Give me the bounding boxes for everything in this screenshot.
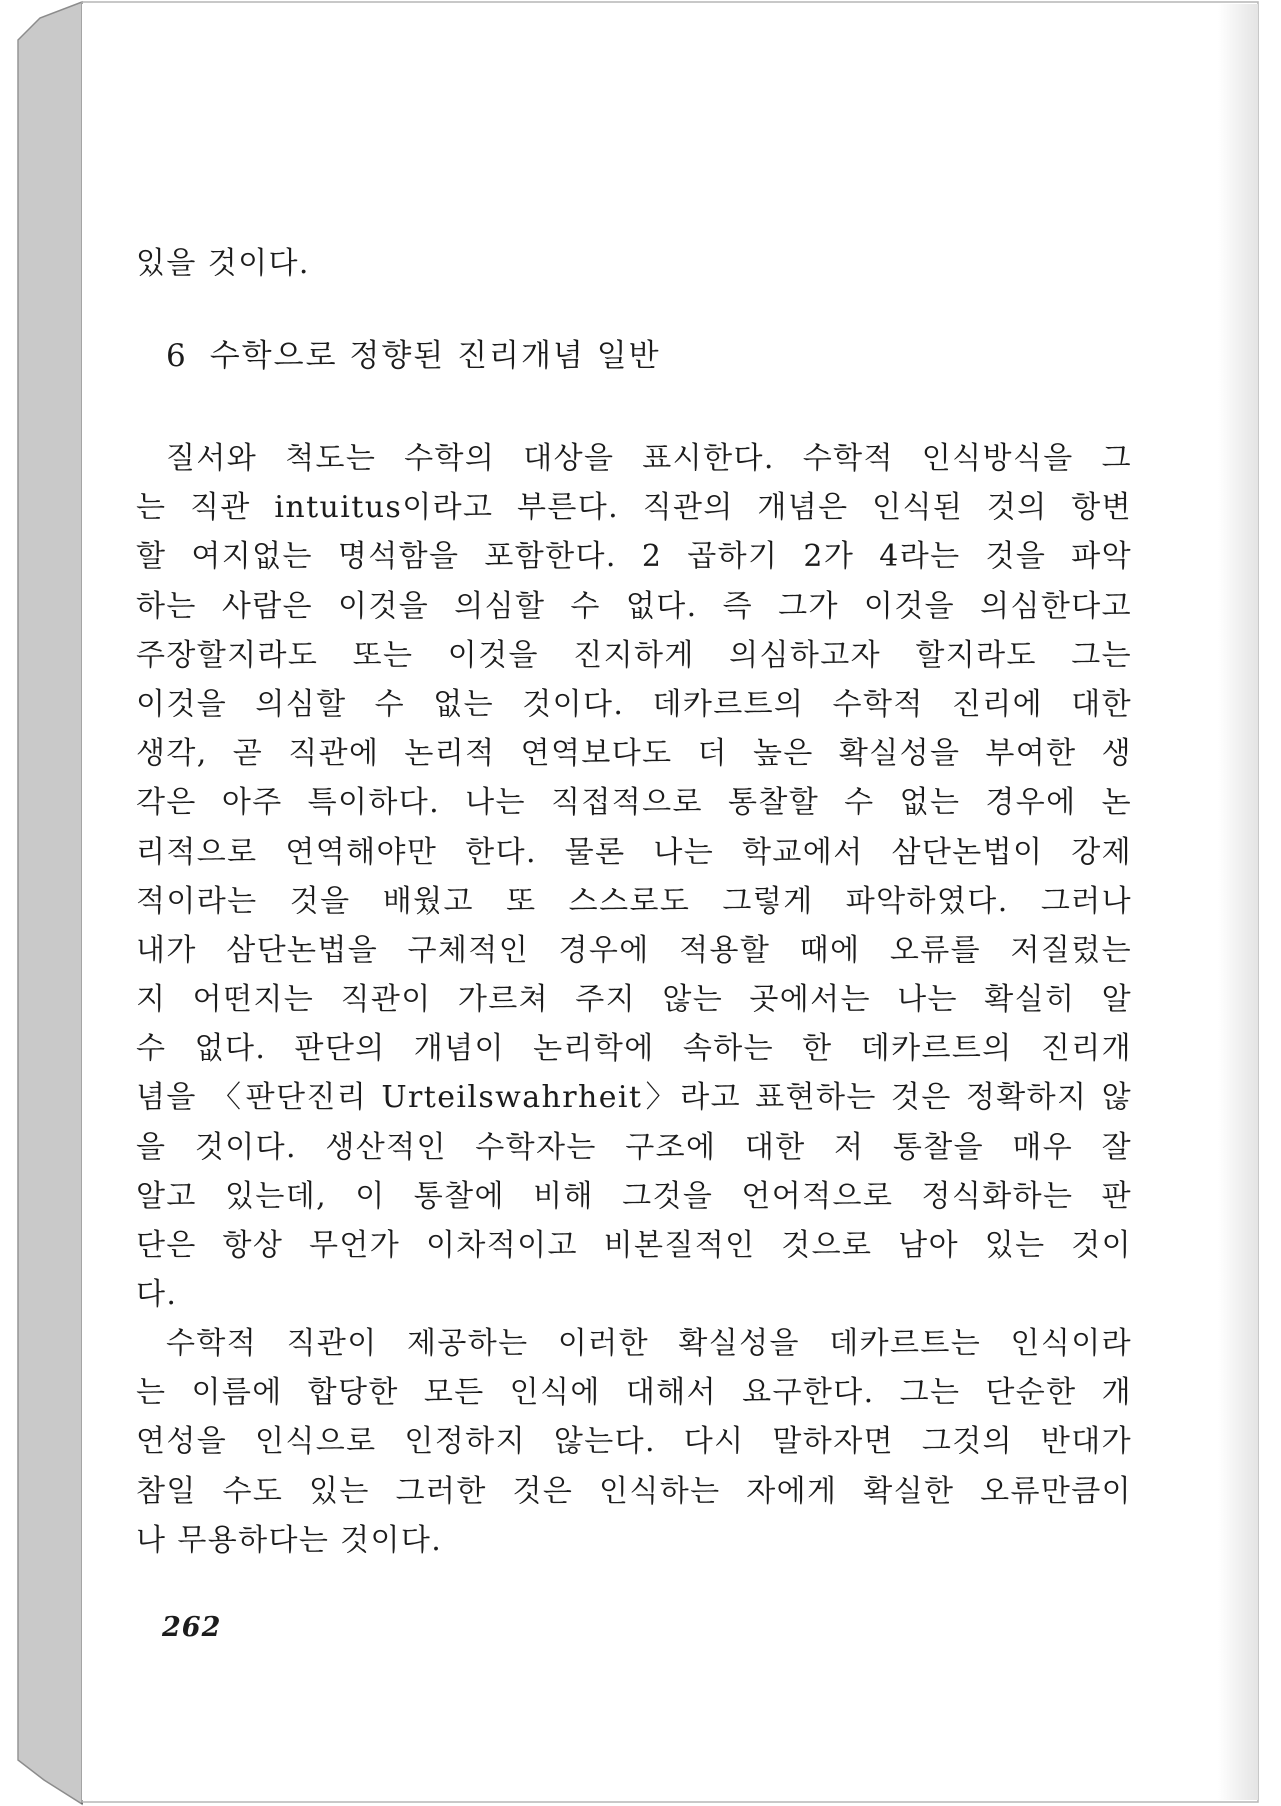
page-number: 262 — [162, 1612, 222, 1643]
text-line: 참일 수도 있는 그러한 것은 인식하는 자에게 확실한 오류만큼이 — [136, 1473, 1132, 1509]
opening-text — [136, 236, 1132, 292]
text-line: 는 직관 intuitus이라고 부른다. 직관의 개념은 인식된 것의 항변 — [136, 490, 1132, 526]
text-line: 주장할지라도 또는 이것을 진지하게 의심하고자 할지라도 그는 — [136, 637, 1132, 673]
text-line: 생각, 곧 직관에 논리적 연역보다도 더 높은 확실성을 부여한 생 — [136, 736, 1132, 772]
opening-line: 있을 것이다. — [136, 246, 310, 281]
text-line: 할 여지없는 명석함을 포함한다. 2 곱하기 2가 4라는 것을 파악 — [136, 539, 1132, 575]
text-line: 나 무용하다는 것이다. — [136, 1522, 443, 1558]
text-line: 알고 있는데, 이 통찰에 비해 그것을 언어적으로 정식화하는 판 — [136, 1178, 1132, 1214]
text-line: 다. — [136, 1277, 178, 1313]
text-line: 연성을 인식으로 인정하지 않는다. 다시 말하자면 그것의 반대가 — [136, 1424, 1132, 1460]
text-line: 지 어떤지는 직관이 가르쳐 주지 않는 곳에서는 나는 확실히 알 — [136, 982, 1132, 1018]
text-line: 수 없다. 판단의 개념이 논리학에 속하는 한 데카르트의 진리개 — [136, 1031, 1132, 1067]
text-line: 하는 사람은 이것을 의심할 수 없다. 즉 그가 이것을 의심한다고 — [136, 588, 1132, 624]
text-line: 단은 항상 무언가 이차적이고 비본질적인 것으로 남아 있는 것이 — [136, 1228, 1132, 1263]
text-line: 는 이름에 합당한 모든 인식에 대해서 요구한다. 그는 단순한 개 — [136, 1375, 1132, 1411]
paragraph-2 — [136, 1319, 1132, 1565]
section-number: 6 — [166, 338, 188, 374]
text-line: 념을 〈판단진리 Urteilswahrheit〉라고 표현하는 것은 정확하지 않 — [136, 1080, 1132, 1116]
text-line: 수학적 직관이 제공하는 이러한 확실성을 데카르트는 인식이라 — [166, 1326, 1132, 1361]
paragraph-1 — [136, 434, 1132, 1319]
section-title: 수학으로 정향된 진리개념 일반 — [209, 338, 661, 374]
section-heading — [166, 330, 661, 375]
text-line: 질서와 척도는 수학의 대상을 표시한다. 수학적 인식방식을 그 — [166, 441, 1132, 476]
text-line: 적이라는 것을 배웠고 또 스스로도 그렇게 파악하였다. 그러나 — [136, 883, 1132, 919]
text-line: 각은 아주 특이하다. 나는 직접적으로 통찰할 수 없는 경우에 논 — [136, 785, 1132, 821]
text-line: 을 것이다. 생산적인 수학자는 구조에 대한 저 통찰을 매우 잘 — [136, 1129, 1132, 1165]
text-line: 이것을 의심할 수 없는 것이다. 데카르트의 수학적 진리에 대한 — [136, 686, 1132, 722]
page-shade — [1218, 4, 1258, 1800]
text-line: 리적으로 연역해야만 한다. 물론 나는 학교에서 삼단논법이 강제 — [136, 834, 1132, 870]
text-line: 내가 삼단논법을 구체적인 경우에 적용할 때에 오류를 저질렀는 — [136, 932, 1132, 968]
